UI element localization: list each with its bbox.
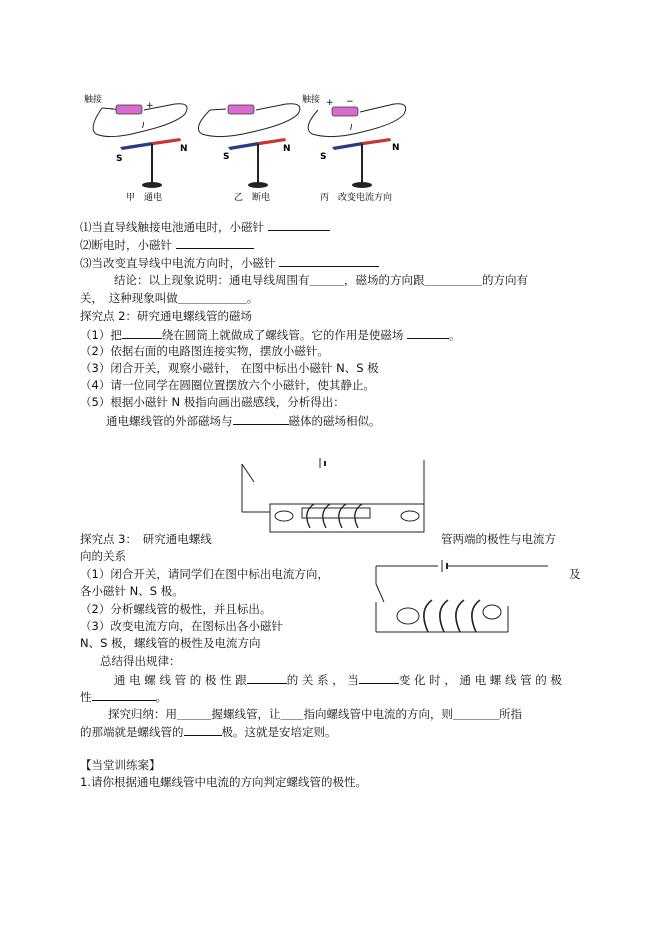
conclusion-line-1: 结论：以上现象说明：通电导线周围有＿＿＿，磁场的方向跟＿＿＿＿＿的方向有 [114, 273, 528, 287]
question-1: ⑴当直导线触接电池通电时，小磁针 [80, 219, 330, 234]
point2-step-1: （1）把 绕在圆筒上就做成了螺线管。它的作用是使磁场 。 [80, 328, 461, 342]
svg-text:I: I [142, 121, 145, 130]
panel-b [198, 104, 299, 203]
answer-blank[interactable] [184, 724, 222, 736]
caption-b: 乙 断电 [234, 193, 271, 203]
svg-text:S: S [223, 152, 230, 162]
svg-text:N: N [283, 144, 291, 154]
svg-text:S: S [116, 154, 123, 164]
answer-blank[interactable] [407, 327, 449, 339]
battery-icon [116, 105, 142, 114]
training-title: 【当堂训练案】 [80, 758, 161, 772]
svg-text:−: − [346, 97, 354, 107]
solenoid-circuit-figure [240, 454, 426, 536]
point3-step-1-cont: 各小磁针 N、S 极。 [80, 584, 184, 598]
training-question-1: 1.请你根据通电螺线管中电流的方向判定螺线管的极性。 [80, 775, 367, 789]
point3-title-part-1: 探究点 3： 研究通电螺线 [80, 532, 212, 546]
oersted-experiment-figure [80, 88, 415, 206]
induction-line-2: 的那端就是螺线管的 极。这就是安培定则。 [80, 725, 337, 739]
point2-step-3: （3）闭合开关，观察小磁针， 在图中标出小磁针 N、S 极 [80, 361, 379, 375]
svg-text:−: − [110, 105, 118, 115]
induction-line-1: 探究归纳：用＿＿＿握螺线管，让＿＿指向螺线管中电流的方向，则＿＿＿＿所指 [108, 707, 522, 721]
point2-step-5: （5）根据小磁针 N 极指向画出磁感线，分析得出： [80, 395, 345, 409]
battery-icon [228, 105, 254, 114]
answer-blank[interactable] [122, 327, 162, 339]
point2-step-2: （2）依据右面的电路图连接实物，摆放小磁针。 [80, 344, 329, 358]
panel-a [84, 93, 188, 203]
conclusion-line-2: 关， 这种现象叫做＿＿＿＿＿＿。 [80, 291, 259, 305]
svg-text:+: + [146, 101, 154, 111]
point3-title-part-3: 向的关系 [80, 549, 126, 563]
point2-step-4: （4）请一位同学在圆圈位置摆放六个小磁针，使其静止。 [80, 378, 375, 392]
summary-title: 总结得出规律： [100, 654, 181, 668]
caption-c: 丙 改变电流方向 [320, 193, 393, 203]
answer-blank[interactable] [279, 255, 379, 267]
panel-c [302, 93, 406, 203]
answer-blank[interactable] [233, 413, 289, 425]
answer-blank[interactable] [247, 672, 287, 684]
svg-text:+: + [326, 98, 334, 108]
svg-text:N: N [392, 143, 400, 153]
battery-icon [332, 107, 358, 116]
answer-blank[interactable] [268, 219, 330, 231]
answer-blank[interactable] [359, 672, 399, 684]
question-3: ⑶当改变直导线中电流方向时，小磁针 [80, 255, 379, 270]
svg-text:N: N [180, 144, 188, 154]
solenoid-circuit-figure-2 [368, 558, 568, 638]
caption-a: 甲 通电 [126, 193, 163, 203]
point3-step-3-cont: N、S 极，螺线管的极性及电流方向 [80, 636, 261, 650]
point2-title: 探究点 2：研究通电螺线管的磁场 [80, 309, 252, 323]
question-2: ⑵断电时，小磁针 [80, 237, 254, 252]
point3-step-1: （1）闭合开关，请同学们在图中标出电流方向， [80, 567, 329, 581]
label-touch-c: 触接 [302, 95, 321, 105]
summary-line-1: 通 电 螺 线 管 的 极 性 跟 的 关 系 ， 当 变 化 时 ， 通 电 螺 线 管 的 极 [114, 673, 562, 687]
answer-blank[interactable] [176, 237, 254, 249]
summary-line-2: 性 。 [80, 690, 167, 704]
point3-step-2: （2）分析螺线管的极性，并且标出。 [80, 602, 272, 616]
label-touch-a: 触接 [84, 95, 103, 105]
point3-step-1-tail: 及 [569, 567, 581, 581]
point2-step-6: 通电螺线管的外部磁场与 磁体的磁场相似。 [106, 414, 381, 428]
answer-blank[interactable] [92, 689, 156, 701]
svg-text:S: S [320, 152, 327, 162]
point3-step-3: （3）改变电流方向，在图标出各小磁针 [80, 619, 283, 633]
point3-title-part-2: 管两端的极性与电流方 [441, 532, 556, 546]
svg-text:I: I [350, 123, 353, 132]
